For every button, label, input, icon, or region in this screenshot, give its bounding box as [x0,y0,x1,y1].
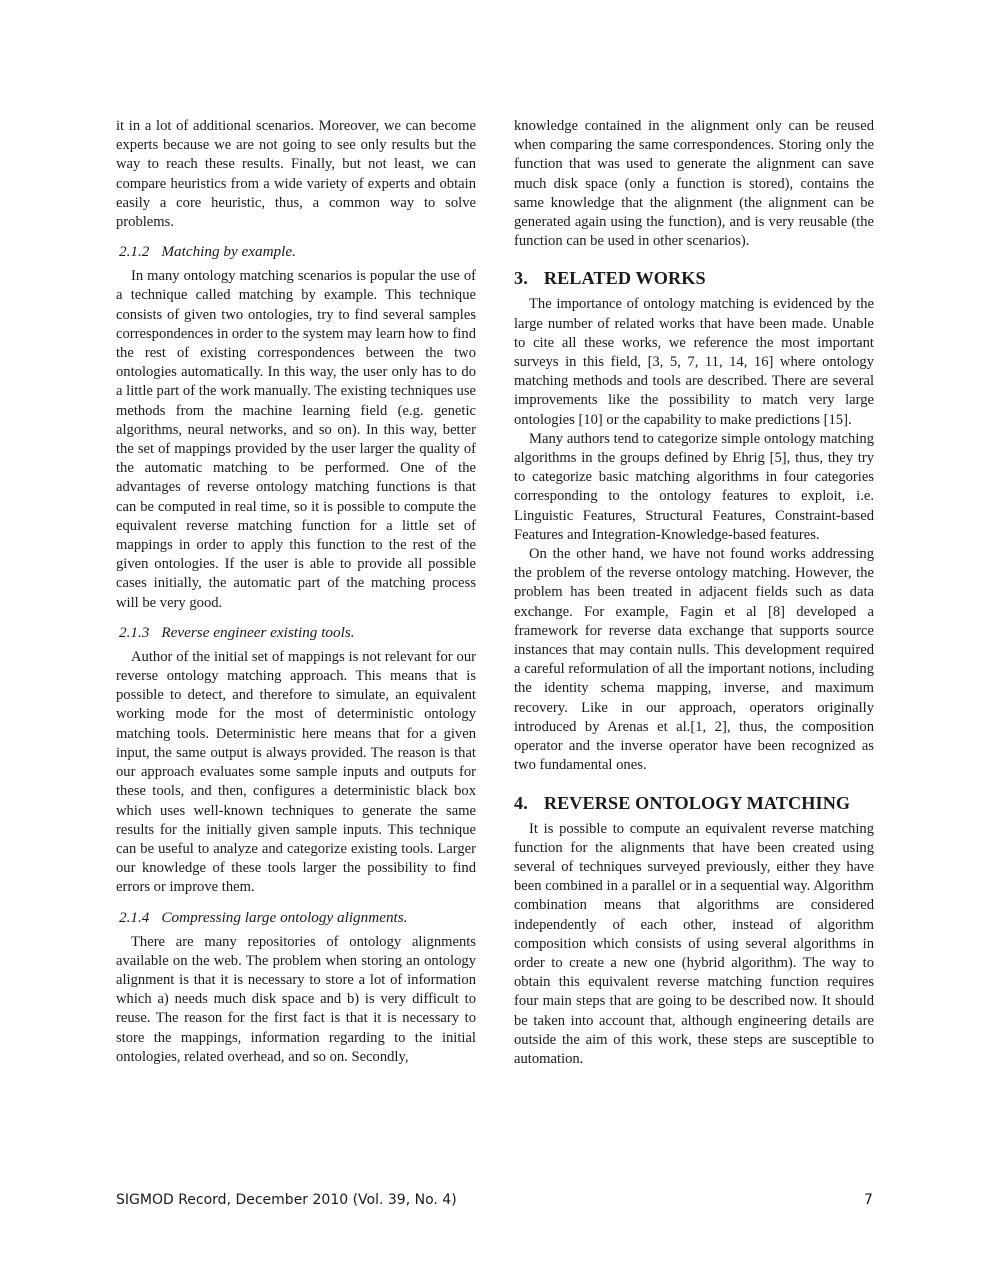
section-heading-reverse-ontology-matching [514,792,874,814]
section-heading-related-works [514,267,874,289]
left-column [116,117,476,1067]
section-title: RELATED WORKS [543,268,706,289]
subsection-number: 2.1.3 [119,623,150,641]
subsection-heading-2-1-4 [119,908,476,928]
paragraph-compressing-alignments: There are many repositories of ontology alignments available on the web. The problem when storing an ontology alignment is that it is necessary to store a lot of information which a) needs much disk space and b) is very difficult to reuse. The reason for the first fact is that it is necessary to store the mappings, information regarding to the initial ontologies, related overhead, and so on. Secondly, [116,933,476,1065]
paragraph-reverse-engineer: Author of the initial set of mappings is not relevant for our reverse ontology matching approach. This means that is possible to detect, and therefore to simulate, an equivalent working mode for the most of deterministic ontology matching tools. Deterministic here means that for a given input, the same output is always provided. The reason is that our approach evaluates some sample inputs and outputs for these tools, and then, configures a deterministic black box which uses well-known techniques to generate the same results for the initially given sample inputs. This technique can be useful to analyze and categorize existing tools. Larger our knowledge of these tools larger the possibility to find errors or improve them. [116,648,476,896]
footer-journal: SIGMOD Record, December 2010 (Vol. 39, No. 4) [116,1192,457,1208]
footer-page-number: 7 [864,1192,873,1208]
subsection-number: 2.1.2 [119,243,150,261]
paragraph-related-works-2: Many authors tend to categorize simple ontology matching algorithms in the groups defined by Ehrig [5], thus, they try to categorize basic matching algorithms in four categories corresponding to the ontology features to exploit, i.e. Linguistic Features, Structural Features, Constraint-based Features and Integration-Knowledge-based features. [514,430,874,543]
paragraph-continued: knowledge contained in the alignment only can be reused when comparing the same correspondences. Storing only the function that was used to generate the alignment can save much disk space (only a function is stored), contains the same knowledge that the alignment (the alignment can be generated again using the function), and is very reusable (the function can be used in other scenarios). [514,118,874,250]
subsection-title: Compressing large ontology alignments. [161,908,408,926]
paragraph-matching-by-example: In many ontology matching scenarios is popular the use of a technique called matching by example. This technique consists of given two ontologies, try to find several samples correspondences in order to the system may learn how to find the rest of existing correspondences between the two ontologies automatically. In this way, the user only has to do a little part of the work manually. The existing techniques use methods from the machine learning field (e.g. genetic algorithms, neural networks, and so on). In this way, better the set of mappings provided by the user larger the quality of the automatic matching to be performed. One of the advantages of reverse ontology matching functions is that can be computed in real time, so it is possible to compute the equivalent reverse matching function for a little set of mappings in order to apply this function to the rest of the given ontologies. If the user is able to provide all possible cases initially, the automatic part of the matching process will be very good. [116,268,476,611]
section-number: 4. [514,792,528,813]
paragraph-continued: it in a lot of additional scenarios. Moreover, we can become experts because we are not going to see only results but the way to reach these results. Finally, but not least, we can compare heuristics from a wide variety of experts and obtain easily a core heuristic, thus, a common way to solve problems. [116,118,476,231]
subsection-number: 2.1.4 [119,908,150,926]
section-title: REVERSE ONTOLOGY MATCHING [543,792,851,813]
subsection-title: Reverse engineer existing tools. [161,623,355,641]
subsection-heading-2-1-2 [119,242,476,262]
subsection-title: Matching by example. [161,243,296,261]
paragraph-related-works-1: The importance of ontology matching is evidenced by the large number of related works that have been made. Unable to cite all these works, we reference the most important surveys in this field, [3, 5, 7, 11, 14, 16] where ontology matching methods and tools are described. There are several improvements like the possibility to match very large ontologies [10] or the capability to make predictions [15]. [514,296,874,428]
paragraph-reverse-matching-1: It is possible to compute an equivalent reverse matching function for the alignments that have been created using several of techniques surveyed previously, either they have been combined in a parallel or in a sequential way. Algorithm combination means that algorithms are considered independently of each other, instead of algorithm composition which consists of using several algorithms in order to create a new one (hybrid algorithm). The way to obtain this equivalent reverse matching function requires four main steps that are going to be described now. It should be taken into account that, although engineering details are outside the aim of this work, these steps are susceptible to automation. [514,820,874,1067]
subsection-heading-2-1-3 [119,623,476,643]
paragraph-related-works-3: On the other hand, we have not found works addressing the problem of the reverse ontology matching. However, the problem has been treated in adjacent fields such as data exchange. For example, Fagin et al [8] developed a framework for reverse data exchange that supports source instances that may contain nulls. This development required a careful reformulation of all the important notions, including the identity schema mapping, inverse, and maximum recovery. Like in our approach, operators originally introduced by Arenas et al.[1, 2], thus, the composition operator and the inverse operator have been recognized as two fundamental ones. [514,546,874,774]
right-column [514,117,874,1069]
section-number: 3. [514,268,528,289]
